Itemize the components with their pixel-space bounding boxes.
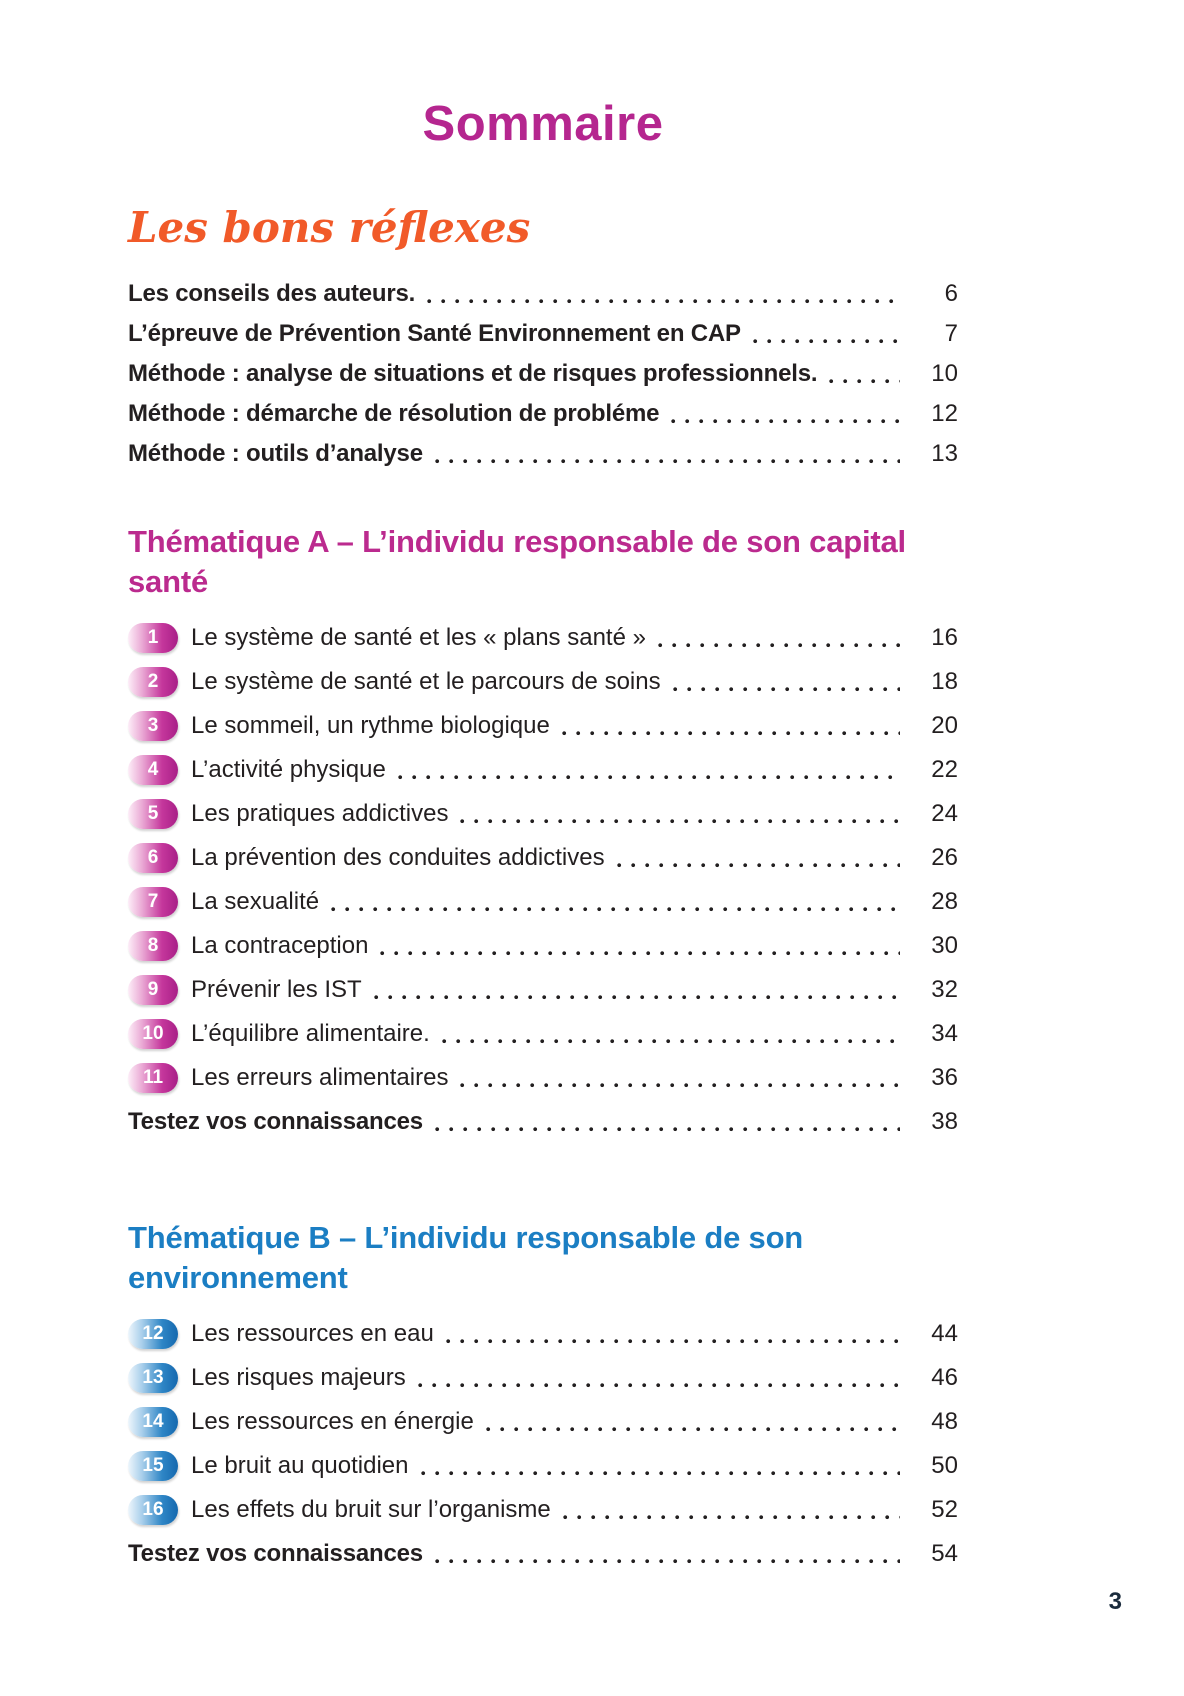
toc-entry-page: 24: [931, 800, 958, 827]
dotted-leader: [617, 863, 900, 868]
dotted-leader: [374, 995, 900, 1000]
chapter-number-badge: 6: [128, 843, 178, 873]
toc-entry-page: 20: [931, 712, 958, 739]
toc-entry-label: L’activité physique: [191, 756, 386, 783]
dotted-leader: [486, 1427, 900, 1432]
dotted-leader: [435, 459, 900, 464]
toc-entry: [128, 1400, 958, 1444]
toc-entry-label: Testez vos connaissances: [128, 1108, 423, 1135]
toc-entry-label: Le sommeil, un rythme biologique: [191, 712, 550, 739]
toc-entry-test-knowledge: [128, 1532, 958, 1576]
toc-entry-label: L’équilibre alimentaire.: [191, 1020, 430, 1047]
toc-entry: [128, 880, 958, 924]
toc-entry-label: Le système de santé et le parcours de soins: [191, 668, 661, 695]
chapter-number-badge: 7: [128, 887, 178, 917]
page-title: Sommaire: [422, 97, 664, 151]
toc-entry-label: L’épreuve de Prévention Santé Environnement en CAP: [128, 320, 741, 347]
toc-entry-page: 16: [931, 624, 958, 651]
toc-entry-label: Les ressources en eau: [191, 1320, 434, 1347]
section-heading-thematique-a: Thématique A – L’individu responsable de son capital santé: [128, 524, 906, 599]
toc-entry-page: 48: [931, 1408, 958, 1435]
toc-entry-page: 10: [931, 360, 958, 387]
toc-entry-page: 13: [931, 440, 958, 467]
toc-entry-page: 30: [931, 932, 958, 959]
section-heading-bons-reflexes: Les bons réflexes: [128, 203, 531, 252]
dotted-leader: [435, 1559, 900, 1564]
dotted-leader: [442, 1039, 900, 1044]
section-heading-thematique-b: Thématique B – L’individu responsable de son environnement: [128, 1220, 804, 1295]
toc-entry-label: Les ressources en énergie: [191, 1408, 474, 1435]
toc-entry-page: 36: [931, 1064, 958, 1091]
toc-entry-test-knowledge: [128, 1100, 958, 1144]
toc-entry: [128, 1312, 958, 1356]
dotted-leader: [460, 1083, 900, 1088]
toc-entry-label: Méthode : outils d’analyse: [128, 440, 423, 467]
chapter-number-badge: 5: [128, 799, 178, 829]
dotted-leader: [380, 951, 900, 956]
toc-entry-page: 28: [931, 888, 958, 915]
dotted-leader: [435, 1127, 900, 1132]
chapter-number-badge: 12: [128, 1319, 178, 1349]
toc-entry-page: 46: [931, 1364, 958, 1391]
toc-entry: [128, 314, 958, 354]
chapter-number-badge: 15: [128, 1451, 178, 1481]
toc-entry: [128, 1356, 958, 1400]
chapter-number-badge: 8: [128, 931, 178, 961]
chapter-number-badge: 14: [128, 1407, 178, 1437]
toc-entry-label: Méthode : démarche de résolution de probléme: [128, 400, 660, 427]
toc-entry-label: Prévenir les IST: [191, 976, 362, 1003]
toc-entry-label: Les risques majeurs: [191, 1364, 406, 1391]
toc-entry: [128, 660, 958, 704]
dotted-leader: [658, 643, 900, 648]
dotted-leader: [460, 819, 900, 824]
toc-entry-label: Méthode : analyse de situations et de risques professionnels.: [128, 360, 818, 387]
toc-entry-label: La sexualité: [191, 888, 320, 915]
toc-entry-label: Les conseils des auteurs.: [128, 280, 416, 307]
toc-entry: [128, 836, 958, 880]
toc-entry-page: 7: [944, 320, 958, 347]
toc-entry: [128, 394, 958, 434]
dotted-leader: [446, 1339, 900, 1344]
toc-entry-page: 54: [931, 1540, 958, 1567]
toc-entry-page: 32: [931, 976, 958, 1003]
toc-entry-page: 26: [931, 844, 958, 871]
folio-page-number: 3: [1108, 1588, 1122, 1615]
toc-entry-page: 44: [931, 1320, 958, 1347]
toc-entry-label: La contraception: [191, 932, 369, 959]
toc-entry: [128, 616, 958, 660]
toc-entry: [128, 1056, 958, 1100]
chapter-number-badge: 2: [128, 667, 178, 697]
toc-entry-label: Les pratiques addictives: [191, 800, 449, 827]
dotted-leader: [421, 1471, 901, 1476]
chapter-number-badge: 3: [128, 711, 178, 741]
toc-entry: [128, 274, 958, 314]
toc-entry: [128, 792, 958, 836]
toc-entry: [128, 968, 958, 1012]
toc-entry: [128, 1488, 958, 1532]
toc-entry-page: 22: [931, 756, 958, 783]
dotted-leader: [398, 775, 900, 780]
dotted-leader: [563, 1515, 900, 1520]
toc-page: [128, 0, 958, 1576]
toc-entry: [128, 748, 958, 792]
toc-entry: [128, 1012, 958, 1056]
toc-list-thematique-a: [128, 616, 958, 1144]
toc-entry-page: 6: [944, 280, 958, 307]
chapter-number-badge: 16: [128, 1495, 178, 1525]
dotted-leader: [427, 299, 900, 304]
dotted-leader: [829, 379, 900, 384]
chapter-number-badge: 9: [128, 975, 178, 1005]
toc-entry: [128, 434, 958, 474]
toc-entry-label: Testez vos connaissances: [128, 1540, 423, 1567]
chapter-number-badge: 10: [128, 1019, 178, 1049]
dotted-leader: [418, 1383, 900, 1388]
dotted-leader: [753, 339, 900, 344]
toc-entry-label: Le système de santé et les « plans santé »: [191, 624, 646, 651]
toc-entry: [128, 1444, 958, 1488]
toc-entry: [128, 704, 958, 748]
toc-entry-page: 12: [931, 400, 958, 427]
toc-list-thematique-b: [128, 1312, 958, 1576]
dotted-leader: [673, 687, 900, 692]
dotted-leader: [671, 419, 900, 424]
toc-list-bons-reflexes: [128, 274, 958, 474]
toc-entry-label: Le bruit au quotidien: [191, 1452, 409, 1479]
toc-entry-label: Les effets du bruit sur l’organisme: [191, 1496, 551, 1523]
chapter-number-badge: 13: [128, 1363, 178, 1393]
toc-entry: [128, 924, 958, 968]
chapter-number-badge: 1: [128, 623, 178, 653]
toc-entry-page: 38: [931, 1108, 958, 1135]
dotted-leader: [562, 731, 900, 736]
toc-entry-page: 18: [931, 668, 958, 695]
toc-entry-label: La prévention des conduites addictives: [191, 844, 605, 871]
dotted-leader: [331, 907, 900, 912]
toc-entry-page: 52: [931, 1496, 958, 1523]
toc-entry: [128, 354, 958, 394]
toc-entry-page: 50: [931, 1452, 958, 1479]
chapter-number-badge: 11: [128, 1063, 178, 1093]
chapter-number-badge: 4: [128, 755, 178, 785]
toc-entry-page: 34: [931, 1020, 958, 1047]
toc-entry-label: Les erreurs alimentaires: [191, 1064, 449, 1091]
